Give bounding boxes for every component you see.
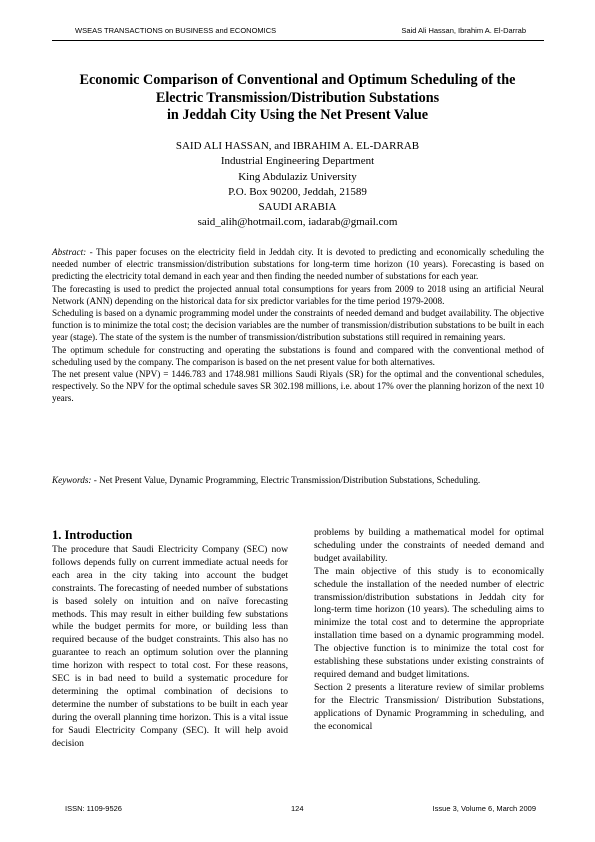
abstract-paragraph: The optimum schedule for constructing and operating the substations is found and compared with the conventional method of scheduling used by the company. The comparison is based on the net present value for both alternatives.	[52, 344, 544, 367]
footer-issn: ISSN: 1109-9526	[65, 804, 122, 813]
body-paragraph: The main objective of this study is to economically schedule the installation of the needed number of electric transmission/distribution substations in Jeddah city for long-term time horizon (10 years). The scheduling aims to minimize the total cost and to determine the appropriate installation time based on a dynamic programming model. The objective function is to minimize the total cost for establishing these substations under existing constraints of required demand and budget limitations.	[314, 565, 544, 680]
author-department: Industrial Engineering Department	[220, 155, 375, 168]
right-column	[314, 527, 544, 734]
body-paragraph: Section 2 presents a literature review of similar problems for the Electric Transmission/ Distribution Substations, applications of Dynamic Programming in scheduling, and the economical	[314, 681, 544, 732]
author-university: King Abdulaziz University	[238, 170, 357, 183]
author-address: P.O. Box 90200, Jeddah, 21589	[228, 185, 367, 198]
title-line: Economic Comparison of Conventional and Optimum Scheduling of the	[79, 72, 516, 88]
abstract-paragraph: The forecasting is used to predict the projected annual total consumptions for years from 2009 to 2018 using an artificial Neural Network (ANN) depending on the historical data for six predictor variables for the time period 1979-2008.	[52, 283, 544, 306]
abstract-label: Abstract: -	[52, 247, 93, 257]
footer-page-number: 124	[291, 804, 304, 813]
body-paragraph: problems by building a mathematical model for optimal scheduling under the constraints of needed demand and budget availability.	[314, 527, 544, 564]
author-names: SAID ALI HASSAN, and IBRAHIM A. EL-DARRAB	[175, 140, 420, 152]
body-paragraph: The procedure that Saudi Electricity Company (SEC) now follows depends fully on current immediate actual needs for each area in the city taking into account the budget constraints. The forecasting of needed number of substations is based solely on intuition and on naïve forecasting methods. This may result in either building few substations while the budget permits for more, or building less than required because of the budget constraints. This also has no guarantee to reach an optimum solution over the planning time horizon with respect to total cost. For these reasons, SEC is in bad need to build a systematic procedure for determining the optimal combination of decisions to determine the number of substations to be built in each year during the overall planning time horizon. This is a vital issue for Saudi Electricity Company (SEC). It will help avoid decision	[52, 544, 288, 749]
paper-title	[40, 72, 555, 125]
author-emails: said_alih@hotmail.com, iadarab@gmail.com	[197, 216, 398, 229]
footer-issue: Issue 3, Volume 6, March 2009	[432, 804, 536, 813]
author-block	[40, 139, 555, 231]
abstract-paragraph: The net present value (NPV) = 1446.783 and 1748.981 millions Saudi Riyals (SR) for the optimal and the conventional schedules, respectively. So the NPV for the optimal schedule saves SR 302.198 millions, i.e. about 17% over the planning horizon of the next 10 years.	[52, 369, 544, 404]
abstract-text: This paper focuses on the electricity field in Jeddah city. It is devoted to predicting and economically scheduling the needed number of electric transmission/distribution substations for long-term time horizon (10 years). Forecasting is based on predicting the electricity total demand in each year and then finding the needed number of substations for each year.	[52, 247, 544, 282]
running-header-authors: Said Ali Hassan, Ibrahim A. El-Darrab	[401, 26, 526, 35]
left-column	[52, 527, 288, 751]
abstract-paragraph	[52, 246, 544, 283]
title-line: in Jeddah City Using the Net Present Value	[166, 107, 429, 123]
title-line: Electric Transmission/Distribution Substations	[155, 89, 440, 106]
author-country: SAUDI ARABIA	[258, 201, 337, 214]
header-rule	[52, 40, 544, 41]
running-header-journal: WSEAS TRANSACTIONS on BUSINESS and ECONOMICS	[75, 26, 277, 35]
keywords-text: - Net Present Value, Dynamic Programming, Electric Transmission/Distribution Substations, Scheduling.	[91, 475, 481, 485]
abstract-paragraph: Scheduling is based on a dynamic programming model under the constraints of needed demand and budget availability. The objective function is to minimize the total cost; the decision variables are the number of transmission/distribution substations to be built in each year (stage). The state of the system is the number of transmission/distribution substations still required in remaining years.	[52, 308, 544, 343]
abstract	[52, 246, 544, 405]
section-heading: 1. Introduction	[52, 528, 133, 542]
keywords-label: Keywords:	[52, 475, 92, 485]
keywords	[52, 474, 544, 486]
